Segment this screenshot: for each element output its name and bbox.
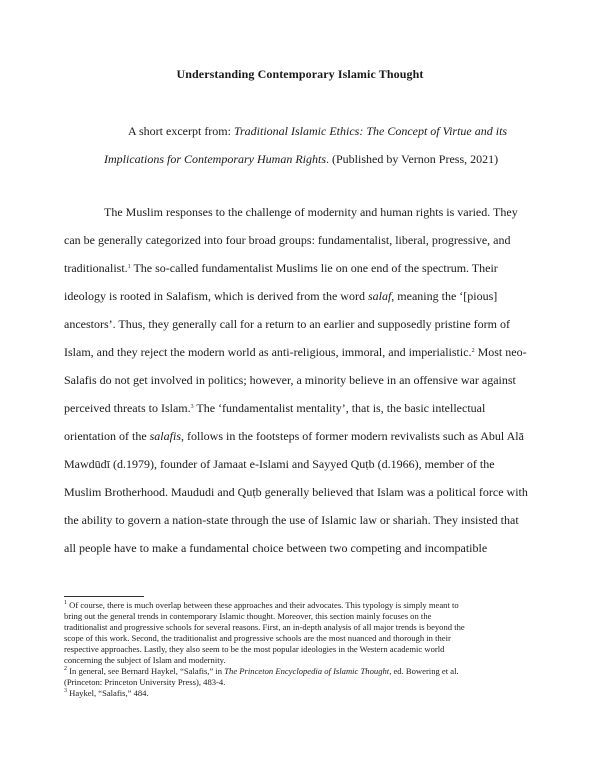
footnote-line: traditionalist and progressive schools for several reasons. First, an in-depth analysis of all major trends is beyond the [64, 622, 465, 632]
body-line: Mawdūdī (d.1979), founder of Jamaat e-Islami and Sayyed Quṭb (d.1966), member of the [64, 457, 495, 471]
footnote-ref-3[interactable]: 3 [190, 404, 194, 410]
body-line: the ability to govern a nation-state through the use of Islamic law or shariah. They insisted that [64, 513, 519, 527]
excerpt-line-2: Implications for Contemporary Human Rights. (Published by Vernon Press, 2021) [104, 152, 499, 166]
page-title: Understanding Contemporary Islamic Thought [176, 67, 424, 81]
footnote-line: respective approaches. Lastly, they also seem to be the most popular ideologies in the Western academic world [64, 644, 445, 654]
body-line: The Muslim responses to the challenge of modernity and human rights is varied. They [104, 205, 518, 219]
body-line: traditionalist.$^1$ The so-called fundamentalist Muslims lie on one end of the spectrum. Their [64, 261, 498, 275]
footnote-ref-2[interactable]: 2 [471, 348, 475, 354]
body-line: Islam, and they reject the modern world as anti-religious, immoral, and imperialistic.$^2$ Most neo- [64, 345, 527, 359]
excerpt-line-1: A short excerpt from: Traditional Islamic Ethics: The Concept of Virtue and its [128, 124, 508, 138]
footnote-1: $^1$ Of course, there is much overlap between these approaches and their advocates. This typology is simply meant to [64, 600, 459, 610]
body-line: ancestors’. Thus, they generally call for a return to an earlier and supposedly pristine form of [64, 317, 510, 331]
body-line: orientation of the salafis, follows in the footsteps of former modern revivalists such as Abul Alā [64, 429, 524, 443]
footnote-separator [64, 596, 144, 597]
footnote-3: $^3$ Haykel, “Salafis,” 484. [64, 688, 149, 698]
footnote-line: concerning the subject of Islam and modernity. [64, 655, 226, 665]
footnote-2: $^2$ In general, see Bernard Haykel, “Salafis,” in The Princeton Encyclopedia of Islamic Thought, ed. Bowering et al. [64, 666, 459, 676]
body-line: Salafis do not get involved in politics; however, a minority believe in an offensive war against [64, 373, 516, 387]
body-line: Muslim Brotherhood. Maududi and Quṭb generally believed that Islam was a political force with [64, 485, 528, 499]
body-line: perceived threats to Islam.$^3$ The ‘fundamentalist mentality’, that is, the basic intellectual [64, 401, 486, 415]
book-title-cont: Implications for Contemporary Human Rights [104, 152, 326, 166]
footnote-ref-1[interactable]: 1 [127, 264, 131, 270]
footnote-line: scope of this work. Second, the traditionalist and progressive schools are the most nuanced and thorough in their [64, 633, 451, 643]
body-line: all people have to make a fundamental choice between two competing and incompatible [64, 541, 488, 555]
footnote-line: (Princeton: Princeton University Press), 483-4. [64, 677, 226, 687]
body-line: can be generally categorized into four broad groups: fundamentalist, liberal, progressive, and [64, 233, 511, 247]
book-title: Traditional Islamic Ethics: The Concept of Virtue and its [233, 124, 508, 138]
footnote-line: bring out the general trends in contemporary Islamic thought. Moreover, this section mainly focuses on the [64, 611, 432, 621]
body-line: ideology is rooted in Salafism, which is derived from the word salaf, meaning the ‘[pious] [64, 289, 498, 303]
